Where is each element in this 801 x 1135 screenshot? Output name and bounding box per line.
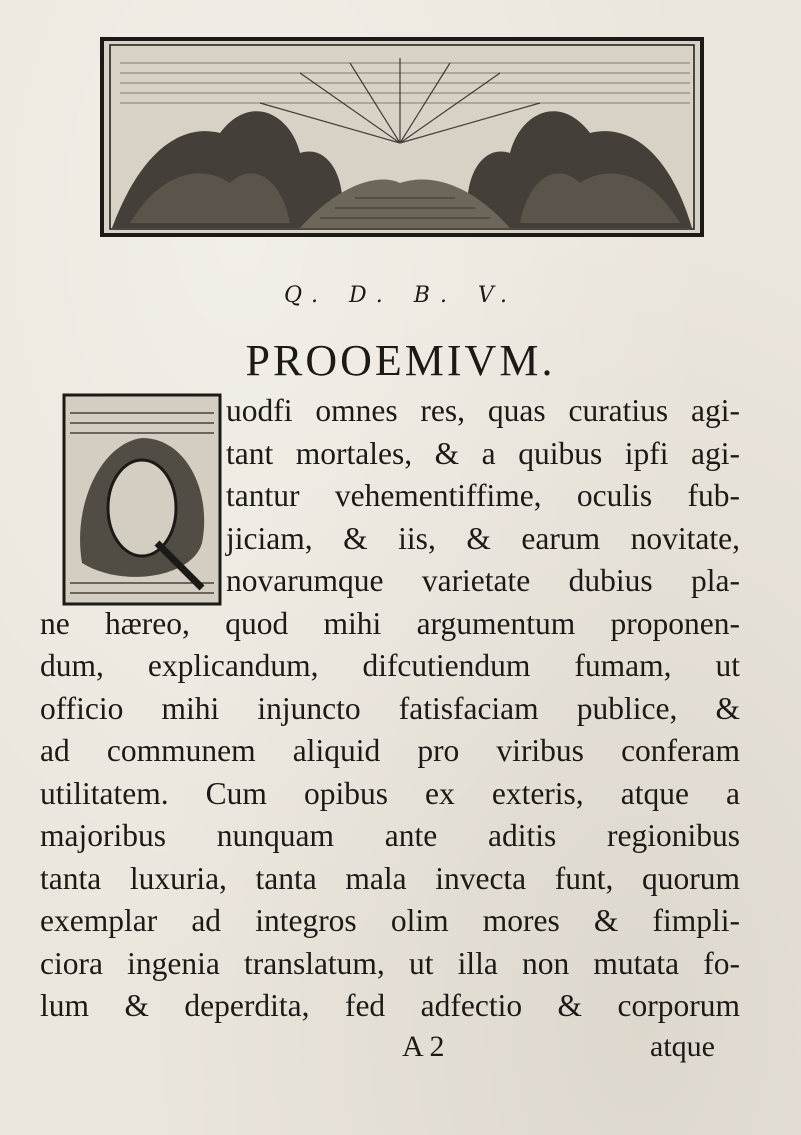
signature-mark: A 2 [402, 1030, 445, 1063]
body-line: majoribus nunquam ante aditis regionibus [40, 818, 740, 853]
body-line: dum, explicandum, difcutiendum fumam, ut [40, 648, 740, 683]
body-text [40, 390, 740, 1028]
body-line: novarumque varietate dubius pla- [226, 563, 740, 598]
body-line: officio mihi injuncto fatisfaciam publice, & [40, 690, 740, 726]
headpiece-ornament-icon [100, 33, 704, 239]
body-line: exemplar ad integros olim mores & fimpli- [40, 903, 740, 938]
page-signature-line: Q. D. B. V. [284, 283, 517, 308]
body-line: uodfi omnes res, quas curatius agi- [226, 393, 740, 428]
body-line: lum & deperdita, fed adfectio & corporum [40, 988, 740, 1023]
body-line: ad communem aliquid pro viribus conferam [40, 733, 740, 768]
body-line: ciora ingenia translatum, ut illa non mutata fo- [40, 945, 740, 981]
body-line: tant mortales, & a quibus ipfi agi- [226, 435, 740, 471]
body-line: ne hæreo, quod mihi argumentum proponen- [40, 605, 740, 641]
catchword: atque [650, 1030, 715, 1063]
body-line: jiciam, & iis, & earum novitate, [226, 520, 740, 556]
body-line: tanta luxuria, tanta mala invecta funt, quorum [40, 860, 740, 896]
section-title: PROOEMIVM. [245, 336, 556, 385]
body-line: utilitatem. Cum opibus ex exteris, atque a [40, 775, 740, 811]
body-line: tantur vehementiffime, oculis fub- [226, 478, 740, 513]
